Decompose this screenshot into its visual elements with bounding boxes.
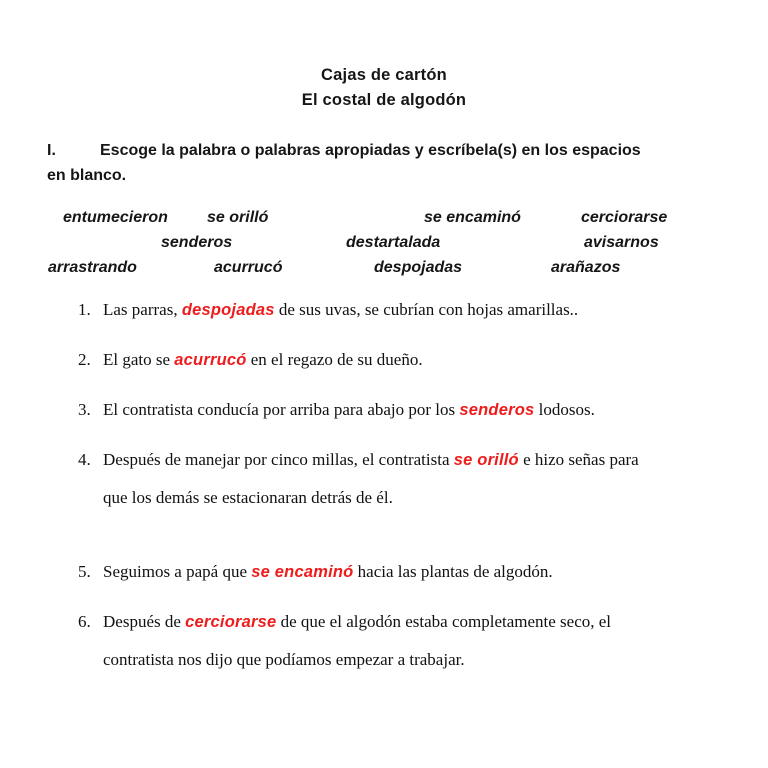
sentence-text: El gato se: [103, 350, 175, 369]
answer-word: cerciorarse: [185, 613, 277, 631]
item-text: [103, 341, 708, 379]
sentence-text: de sus uvas, se cubrían con hojas amarillas..: [274, 300, 579, 319]
item-number: 4.: [78, 450, 91, 469]
item-number: 6.: [78, 612, 91, 631]
doc-title-line-1: Cajas de cartón: [321, 66, 447, 84]
sentence-text: Después de manejar por cinco millas, el contratista: [103, 450, 454, 469]
sentence-text: de que el algodón estaba completamente seco, el: [276, 612, 612, 631]
answer-word: acurrucó: [174, 351, 247, 369]
document-titles: [0, 63, 768, 113]
doc-title-line-2: El costal de algodón: [301, 91, 467, 109]
item-text: [103, 391, 708, 429]
item-text: [103, 603, 708, 679]
bank-word-cerciorarse: cerciorarse: [581, 209, 668, 226]
instruction-text-line-2: en blanco.: [47, 166, 127, 184]
answer-word: se orilló: [453, 451, 519, 469]
sentence-text: hacia las plantas de algodón.: [353, 562, 553, 581]
bank-word-aranazos: arañazos: [551, 259, 621, 276]
sentence-text: Seguimos a papá que: [103, 562, 252, 581]
exercise-item: [0, 603, 768, 679]
sentence-text: El contratista conducía por arriba para abajo por los: [103, 400, 460, 419]
bank-word-destartalada: destartalada: [346, 234, 441, 251]
item-number: 2.: [78, 350, 91, 369]
sentence-text: Las parras,: [103, 300, 182, 319]
word-bank: [0, 209, 768, 291]
item-text: [103, 291, 708, 329]
bank-word-despojadas: despojadas: [374, 259, 463, 276]
sentence-text: lodosos.: [534, 400, 595, 419]
answer-word: se encaminó: [251, 563, 354, 581]
sentence-text: e hizo señas para: [518, 450, 639, 469]
instruction-paragraph: [47, 139, 727, 188]
exercise-item: [0, 553, 768, 591]
item-number: 1.: [78, 300, 91, 319]
exercise-item: [0, 441, 768, 517]
bank-word-entumecieron: entumecieron: [63, 209, 168, 226]
sentence-text: en el regazo de su dueño.: [246, 350, 423, 369]
section-roman-numeral: I.: [47, 142, 56, 159]
exercise-list: [0, 291, 768, 691]
bank-word-arrastrando: arrastrando: [48, 259, 137, 276]
bank-word-senderos: senderos: [161, 234, 233, 251]
instruction-text-line-1: Escoge la palabra o palabras apropiadas y escríbela(s) en los espacios: [100, 142, 641, 159]
bank-word-acurruco: acurrucó: [214, 259, 283, 276]
exercise-item: [0, 341, 768, 379]
bank-word-se-encamino: se encaminó: [424, 209, 521, 226]
item-text: [103, 553, 708, 591]
item-number: 3.: [78, 400, 91, 419]
sentence-text: Después de: [103, 612, 186, 631]
answer-word: despojadas: [181, 301, 275, 319]
exercise-item: [0, 291, 768, 329]
sentence-text: que los demás se estacionaran detrás de él.: [103, 488, 393, 507]
exercise-item: [0, 391, 768, 429]
answer-word: senderos: [459, 401, 535, 419]
item-text: [103, 441, 708, 517]
bank-word-avisarnos: avisarnos: [584, 234, 659, 251]
item-number: 5.: [78, 562, 91, 581]
sentence-text: contratista nos dijo que podíamos empezar a trabajar.: [103, 650, 465, 669]
bank-word-se-orillo: se orilló: [207, 209, 269, 226]
